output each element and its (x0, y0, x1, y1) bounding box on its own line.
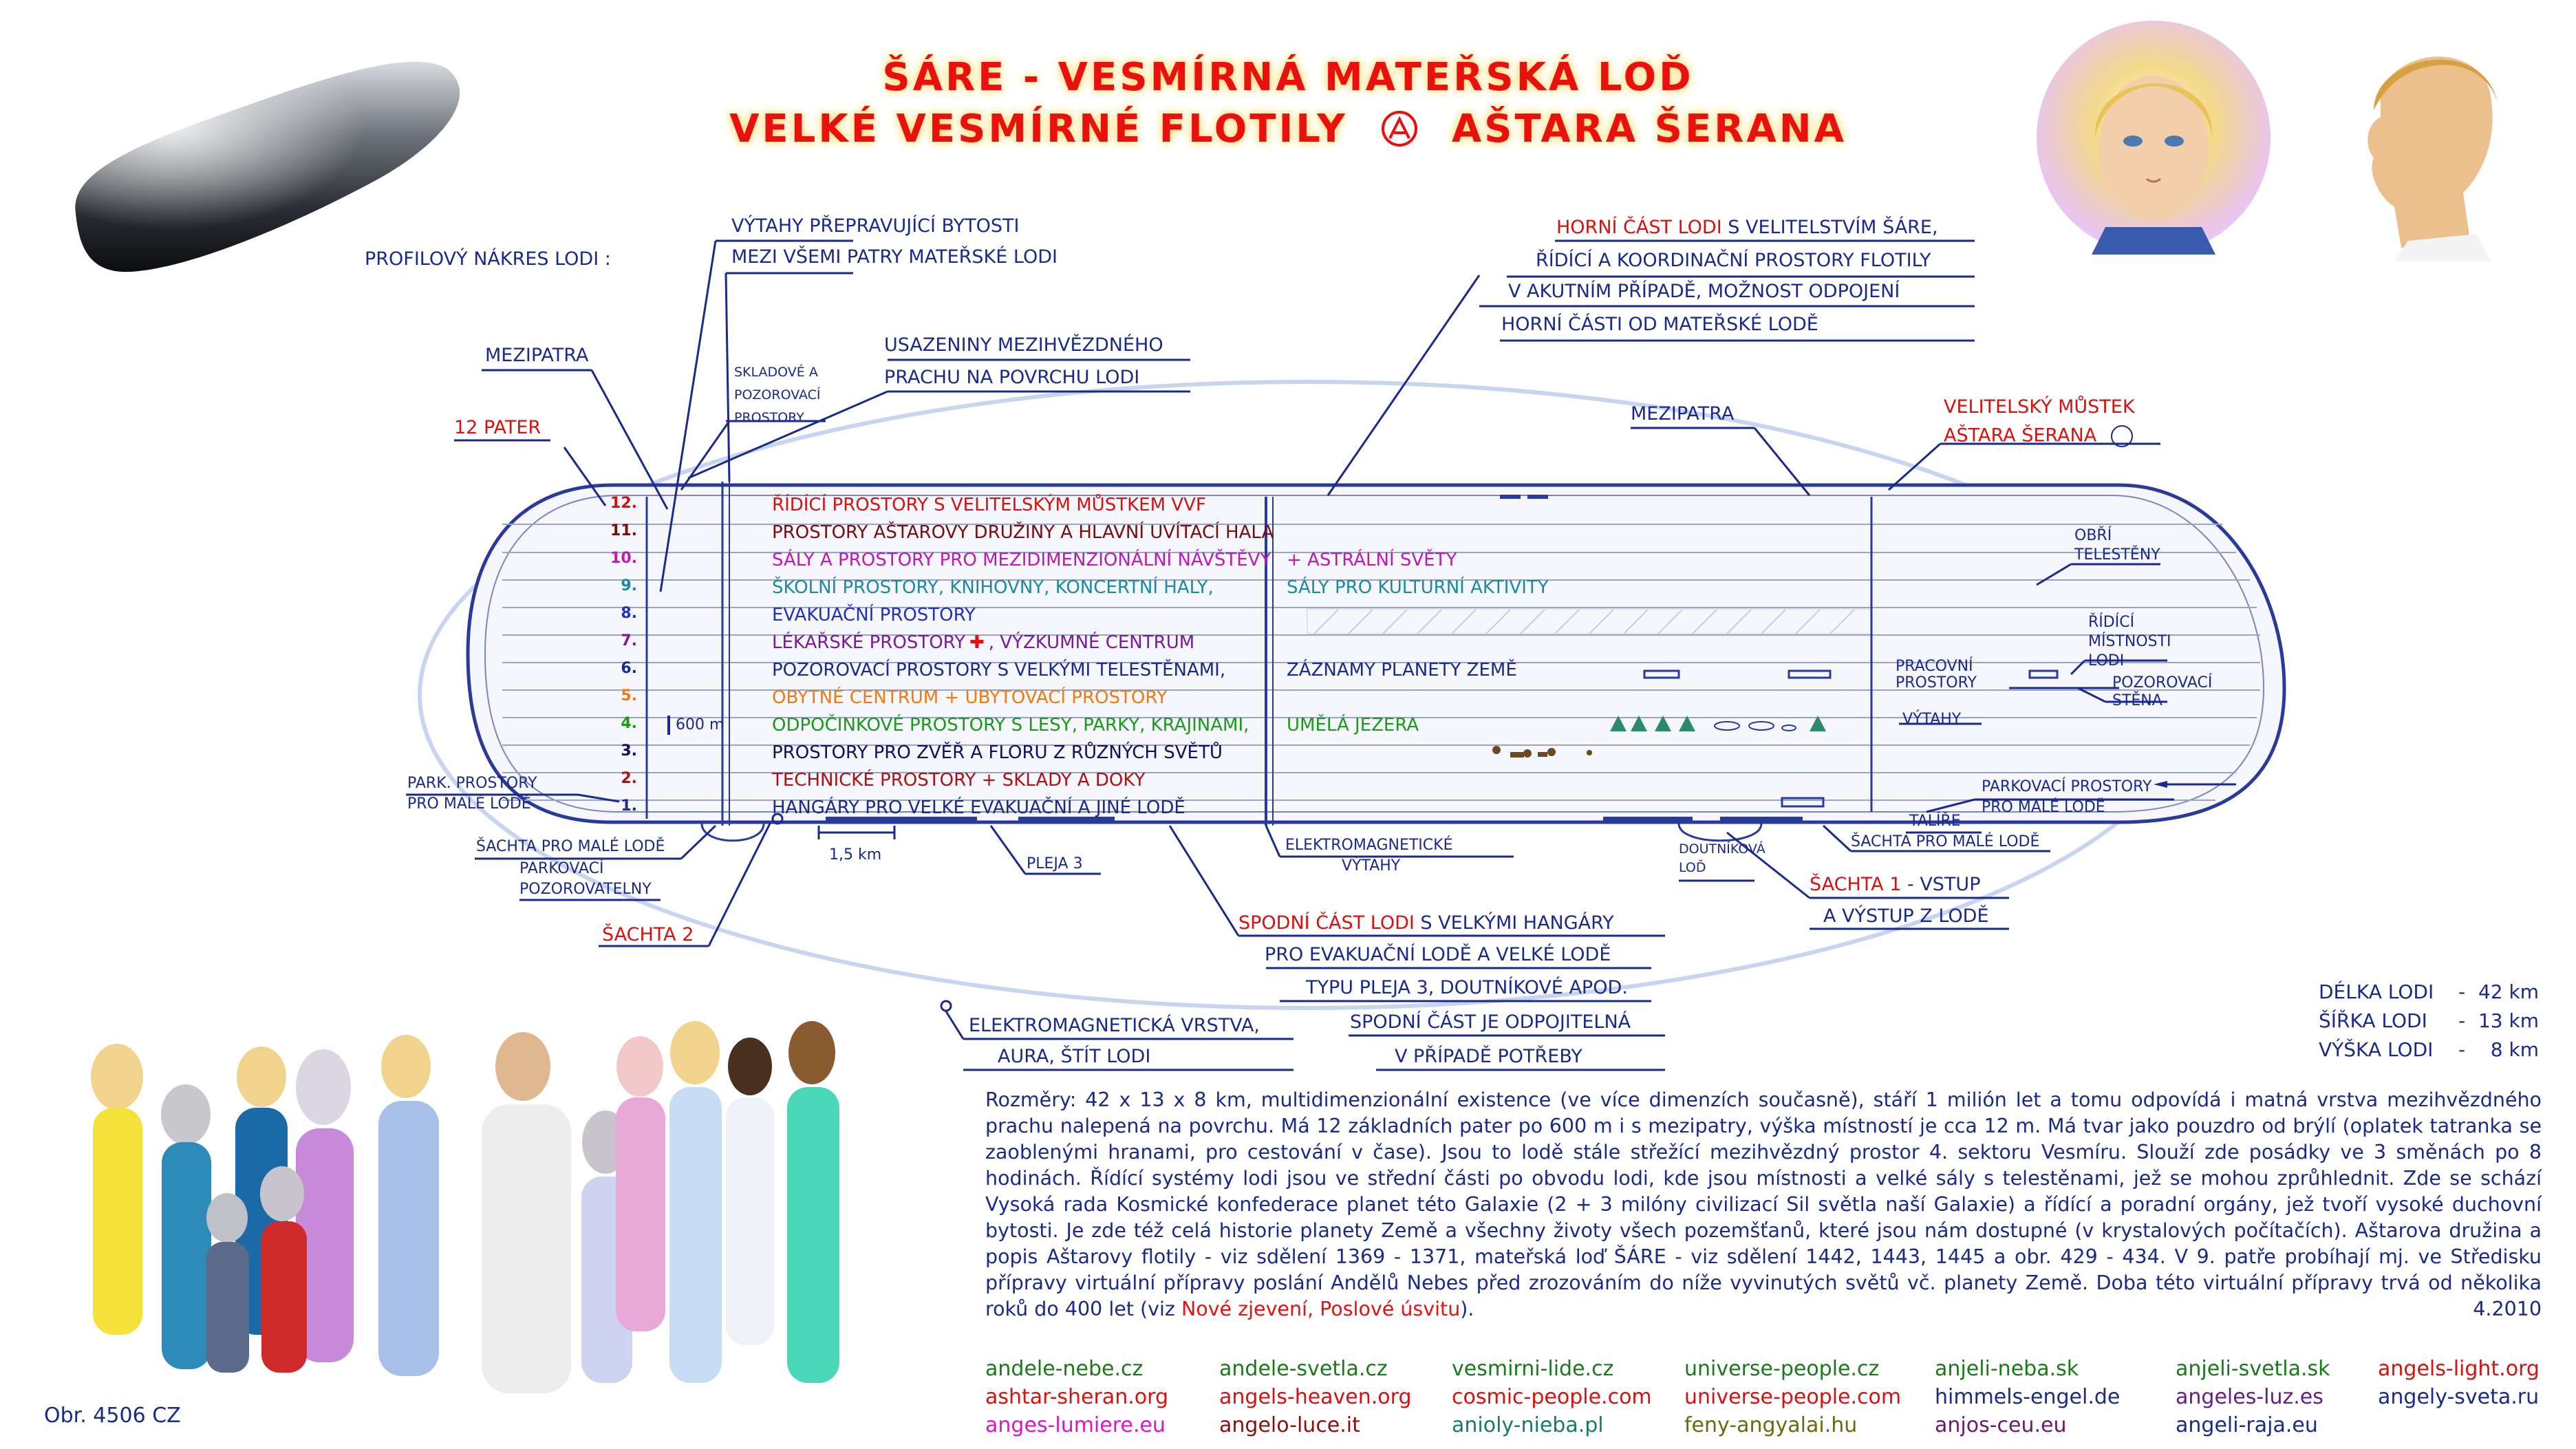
em-lifts-label-2: VÝTAHY (1342, 857, 1401, 874)
lifts-label: VÝTAHY (1902, 711, 1962, 728)
screens-label-1: OBŘÍ (2074, 527, 2112, 544)
stat-value: 42 km (2478, 980, 2539, 1003)
floor-label-extra: , VÝZKUMNÉ CENTRUM (988, 632, 1195, 653)
floor-number: 11. (610, 522, 637, 539)
floor-label (772, 799, 1185, 817)
title-line1: ŠÁRE - VESMÍRNÁ MATEŘSKÁ LOĎ (882, 55, 1694, 100)
stat-label: DÉLKA LODI (2319, 980, 2434, 1003)
website-link[interactable]: vesmirni-lide.cz (1452, 1357, 1614, 1381)
floor-label-text: POZOROVACÍ PROSTORY S VELKÝMI TELESTĚNAMI, (772, 660, 1226, 680)
floor-label (772, 716, 1249, 734)
description-end: ). (1460, 1298, 1474, 1320)
description (985, 1087, 2542, 1322)
title-line2-right: AŠTARA ŠERANA (1451, 107, 1847, 151)
floor-label-text: ODPOČINKOVÉ PROSTORY S LESY, PARKY, KRAJINAMI, (772, 715, 1249, 736)
park-right-label-1: PARKOVACÍ PROSTORY (1982, 778, 2152, 795)
pleja-label: PLEJA 3 (1027, 855, 1083, 872)
lower-part-label-5: V PŘÍPADĚ POTŘEBY (1395, 1046, 1582, 1067)
control-label-2: MÍSTNOSTI (2088, 633, 2171, 650)
cigar-label-2: LOĎ (1679, 860, 1706, 875)
floor-number: 5. (621, 687, 637, 705)
floor-number: 9. (621, 577, 637, 594)
floor-label (772, 771, 1145, 789)
park-right-label-2: PRO MALÉ LODĚ (1982, 799, 2105, 816)
floor-number: 8. (621, 605, 637, 622)
stat-value: 13 km (2478, 1009, 2539, 1032)
website-link[interactable]: andele-nebe.cz (985, 1357, 1144, 1381)
floor-label (772, 744, 1223, 762)
lower-part-label-4: SPODNÍ ČÁST JE ODPOJITELNÁ (1350, 1011, 1631, 1033)
bridge-label-2-text: AŠTARA ŠERANA (1944, 425, 2097, 447)
website-link[interactable]: universe-people.cz (1684, 1357, 1880, 1381)
website-link[interactable]: angels-heaven.org (1219, 1385, 1412, 1409)
floor-label (772, 579, 1214, 597)
park-obs-label-1: PARKOVACÍ (519, 860, 604, 877)
website-link[interactable]: anjeli-svetla.sk (2176, 1357, 2330, 1381)
mezipatra-right-label: MEZIPATRA (1631, 403, 1735, 425)
website-link[interactable]: andele-svetla.cz (1219, 1357, 1388, 1381)
work-label-1: PRACOVNÍ (1896, 658, 1973, 675)
shaft1-red: ŠACHTA 1 (1810, 874, 1902, 895)
upper-part-label-4: HORNÍ ČÁSTI OD MATEŘSKÉ LODĚ (1501, 314, 1818, 335)
control-label-3: LODI (2088, 652, 2125, 669)
profile-label: PROFILOVÝ NÁKRES LODI : (365, 248, 611, 270)
website-link[interactable]: angeli-raja.eu (2176, 1413, 2318, 1437)
upper-part-label-2: ŘÍDÍCÍ A KOORDINAČNÍ PROSTORY FLOTILY (1536, 250, 1931, 271)
stat-value: 8 km (2490, 1038, 2539, 1061)
floor-label-text: PROSTORY AŠTAROVY DRUŽINY A HLAVNÍ UVÍTACÍ HALA (772, 522, 1274, 543)
floor-label (772, 496, 1206, 514)
website-link[interactable]: universe-people.com (1684, 1385, 1902, 1409)
floor-label (772, 606, 976, 624)
obs-wall-label-1: POZOROVACÍ (2112, 674, 2213, 691)
lower-part-label-3: TYPU PLEJA 3, DOUTNÍKOVÉ APOD. (1306, 977, 1628, 998)
height-600m-text: 600 m (676, 716, 724, 733)
floor-label-text: EVAKUAČNÍ PROSTORY (772, 605, 976, 625)
website-link[interactable]: angeles-luz.es (2176, 1385, 2323, 1409)
website-link[interactable]: cosmic-people.com (1452, 1385, 1652, 1409)
upper-part-label-3: V AKUTNÍM PŘÍPADĚ, MOŽNOST ODPOJENÍ (1508, 281, 1900, 302)
website-link[interactable]: anjos-ceu.eu (1935, 1413, 2067, 1437)
obs-wall-label-2: STĚNA (2112, 692, 2162, 709)
em-lifts-label-1: ELEKTROMAGNETICKÉ (1285, 837, 1453, 854)
shaft2-label: ŠACHTA 2 (602, 924, 694, 945)
ashtar-small-symbol-icon (2111, 425, 2133, 447)
floor-label-text: ŠKOLNÍ PROSTORY, KNIHOVNY, KONCERTNÍ HALY, (772, 577, 1214, 598)
height-600m-label (667, 716, 724, 735)
floor-number: 4. (621, 715, 637, 732)
lower-part-label-2: PRO EVAKUAČNÍ LODĚ A VELKÉ LODĚ (1265, 944, 1611, 965)
floor-label-text: SÁLY A PROSTORY PRO MEZIDIMENZIONÁLNÍ NÁVŠTĚVY (772, 550, 1271, 570)
floor-label (772, 524, 1274, 541)
lower-part-label-1 (1238, 914, 1614, 932)
park-left-label-2: PRO MALÉ LODĚ (407, 795, 531, 813)
mezipatra-left-label: MEZIPATRA (485, 345, 589, 366)
park-left-label-1: PARK. PROSTORY (407, 775, 537, 792)
shaft1-label-1 (1810, 875, 1980, 894)
lower-part-rest: S VELKÝMI HANGÁRY (1414, 912, 1614, 934)
upper-part-rest: S VELITELSTVÍM ŠÁRE, (1721, 217, 1938, 238)
floor-label (772, 689, 1168, 707)
description-text: Rozměry: 42 x 13 x 8 km, multidimenzionální existence (ve více dimenzích současně), stáří 1 milión let a tomu odpovídá i matná vrstva mezihvězdného prachu nalepená na povrchu. Má 12 základních pater po 600 m i s mezipatry, výška místností je cca 12 m. Má tvar jako pouzdro od brýlí (oplatek tatranka se zaoblenými hranami, pro cestování v čase). Jsou to lodě stále střežící mezihvězdný prostor 4. sektoru Vesmíru. Slouží zde posádky ve 3 směnách po 8 hodinách. Řídící systémy lodi jsou ve střední části po obvodu lodi, kde jsou místnosti a velké sály s telestěnami, jež se mohou zprůhlednit. Zde se schází Vysoká rada Kosmické konfederace planet této Galaxie (2 + 3 milóny civilizací Sil světla naší Galaxie) a řídící a poradní orgány, jež tvoří vysoké duchovní bytosti. Je zde též celá historie planety Země a všechny životy všech pozemšťanů, které jsou nám dostupné (v krystalových počítačích). Aštarova družina a popis Aštarovy flotily - viz sdělení 1369 - 1371, mateřská loď ŠÁRE - viz sdělení 1442, 1443, 1445 a obr. 429 - 434. V 9. patře probíhají mj. ve Středisku přípravy virtuální přípravy poslání Andělů Nebes před zrozováním do níže vyvinutých světů vč. planety Země. Doba této virtuální přípravy trvá od několika roků do 400 let (viz (985, 1088, 2542, 1320)
floor-number: 12. (610, 495, 637, 512)
floor-label-extra: UMĚLÁ JEZERA (1287, 715, 1419, 736)
floor-label-text: TECHNICKÉ PROSTORY + SKLADY A DOKY (772, 770, 1146, 791)
stat-dash: - (2458, 1009, 2466, 1032)
website-link[interactable]: anioly-nieba.pl (1452, 1413, 1604, 1437)
floor-label-text: LÉKAŘSKÉ PROSTORY (772, 632, 965, 653)
storage-label-3: PROSTORY (734, 410, 804, 425)
em-layer-label-2: AURA, ŠTÍT LODI (998, 1046, 1151, 1067)
stat-label: ŠÍŘKA LODI (2319, 1009, 2427, 1032)
website-link[interactable]: angely-sveta.ru (2378, 1385, 2540, 1409)
lower-part-red: SPODNÍ ČÁST LODI (1238, 912, 1415, 934)
floor-number: 10. (610, 550, 637, 567)
floor-label (772, 661, 1225, 679)
floor-label-text: OBYTNÉ CENTRUM + UBYTOVACÍ PROSTORY (772, 687, 1168, 708)
floor-label-extra: SÁLY PRO KULTURNÍ AKTIVITY (1287, 577, 1549, 598)
floor-number: 7. (621, 632, 637, 650)
elevators-label-1: VÝTAHY PŘEPRAVUJÍCÍ BYTOSTI (731, 215, 1020, 237)
shaft1-label-2: A VÝSTUP Z LODĚ (1823, 905, 1989, 927)
floor-label-extra: + ASTRÁLNÍ SVĚTY (1287, 550, 1457, 570)
website-link[interactable]: ashtar-sheran.org (985, 1385, 1168, 1409)
bridge-label-1: VELITELSKÝ MŮSTEK (1944, 396, 2135, 418)
elevators-label-2: MEZI VŠEMI PATRY MATEŘSKÉ LODI (731, 246, 1058, 268)
website-link[interactable]: anges-lumiere.eu (985, 1413, 1166, 1437)
floor-number: 6. (621, 660, 637, 677)
shaft-left-label: ŠACHTA PRO MALÉ LODĚ (476, 838, 665, 855)
floor-label-text: ŘÍDÍCÍ PROSTORY S VELITELSKÝM MŮSTKEM VVF (772, 495, 1206, 515)
description-date: 4.2010 (2473, 1298, 2542, 1320)
disc-label: TALÍŘE (1909, 813, 1961, 830)
floor-label (772, 634, 1194, 652)
floor-label (772, 551, 1271, 569)
floor-number: 3. (621, 742, 637, 760)
floor-number: 2. (621, 770, 637, 787)
dust-label-2: PRACHU NA POVRCHU LODI (884, 367, 1140, 388)
em-layer-label-1: ELEKTROMAGNETICKÁ VRSTVA, (969, 1015, 1260, 1036)
website-link[interactable]: anjeli-neba.sk (1935, 1357, 2079, 1381)
floor-label-extra: ZÁZNAMY PLANETY ZEMĚ (1287, 660, 1517, 680)
stat-label: VÝŠKA LODI (2319, 1038, 2434, 1061)
stat-dash: - (2458, 980, 2466, 1003)
scale-label: 1,5 km (829, 846, 882, 863)
floors-count-label: 12 PATER (454, 417, 541, 438)
cigar-label-1: DOUTNÍKOVÁ (1679, 841, 1765, 857)
upper-part-label-1 (1556, 218, 1938, 237)
upper-part-red: HORNÍ ČÁST LODI (1556, 217, 1722, 238)
title-line2-left: VELKÉ VESMÍRNÉ FLOTILY (729, 107, 1348, 151)
floor-number: 1. (621, 797, 637, 815)
work-label-2: PROSTORY (1896, 674, 1977, 691)
storage-label-1: SKLADOVÉ A (734, 365, 818, 380)
figure-number: Obr. 4506 CZ (44, 1404, 181, 1428)
shaft1-rest: - VSTUP (1901, 874, 1981, 895)
stat-dash: - (2458, 1038, 2466, 1061)
storage-label-2: POZOROVACÍ (734, 387, 821, 402)
shaft-right-label: ŠACHTA PRO MALÉ LODĚ (1851, 833, 2040, 850)
floor-label-text: HANGÁRY PRO VELKÉ EVAKUAČNÍ A JINÉ LODĚ (772, 797, 1185, 818)
screens-label-2: TELESTĚNY (2074, 546, 2160, 564)
beings-illustration (55, 1011, 949, 1410)
ship-hull (468, 485, 2284, 822)
control-label-1: ŘÍDÍCÍ (2088, 614, 2135, 631)
website-link[interactable]: himmels-engel.de (1935, 1385, 2121, 1409)
medical-cross-icon: ✚ (969, 632, 985, 653)
floor-label-text: PROSTORY PRO ZVĚŘ A FLORU Z RŮZNÝCH SVĚTŮ (772, 742, 1223, 763)
park-obs-label-2: POZOROVATELNY (519, 881, 652, 898)
website-link[interactable]: angels-light.org (2378, 1357, 2540, 1381)
description-highlight: Nové zjevení, Poslové úsvitu (1181, 1298, 1461, 1320)
dust-label-1: USAZENINY MEZIHVĚZDNÉHO (884, 334, 1163, 356)
website-link[interactable]: feny-angyalai.hu (1684, 1413, 1858, 1437)
bridge-label-2 (1944, 425, 2133, 447)
website-link[interactable]: angelo-luce.it (1219, 1413, 1360, 1437)
